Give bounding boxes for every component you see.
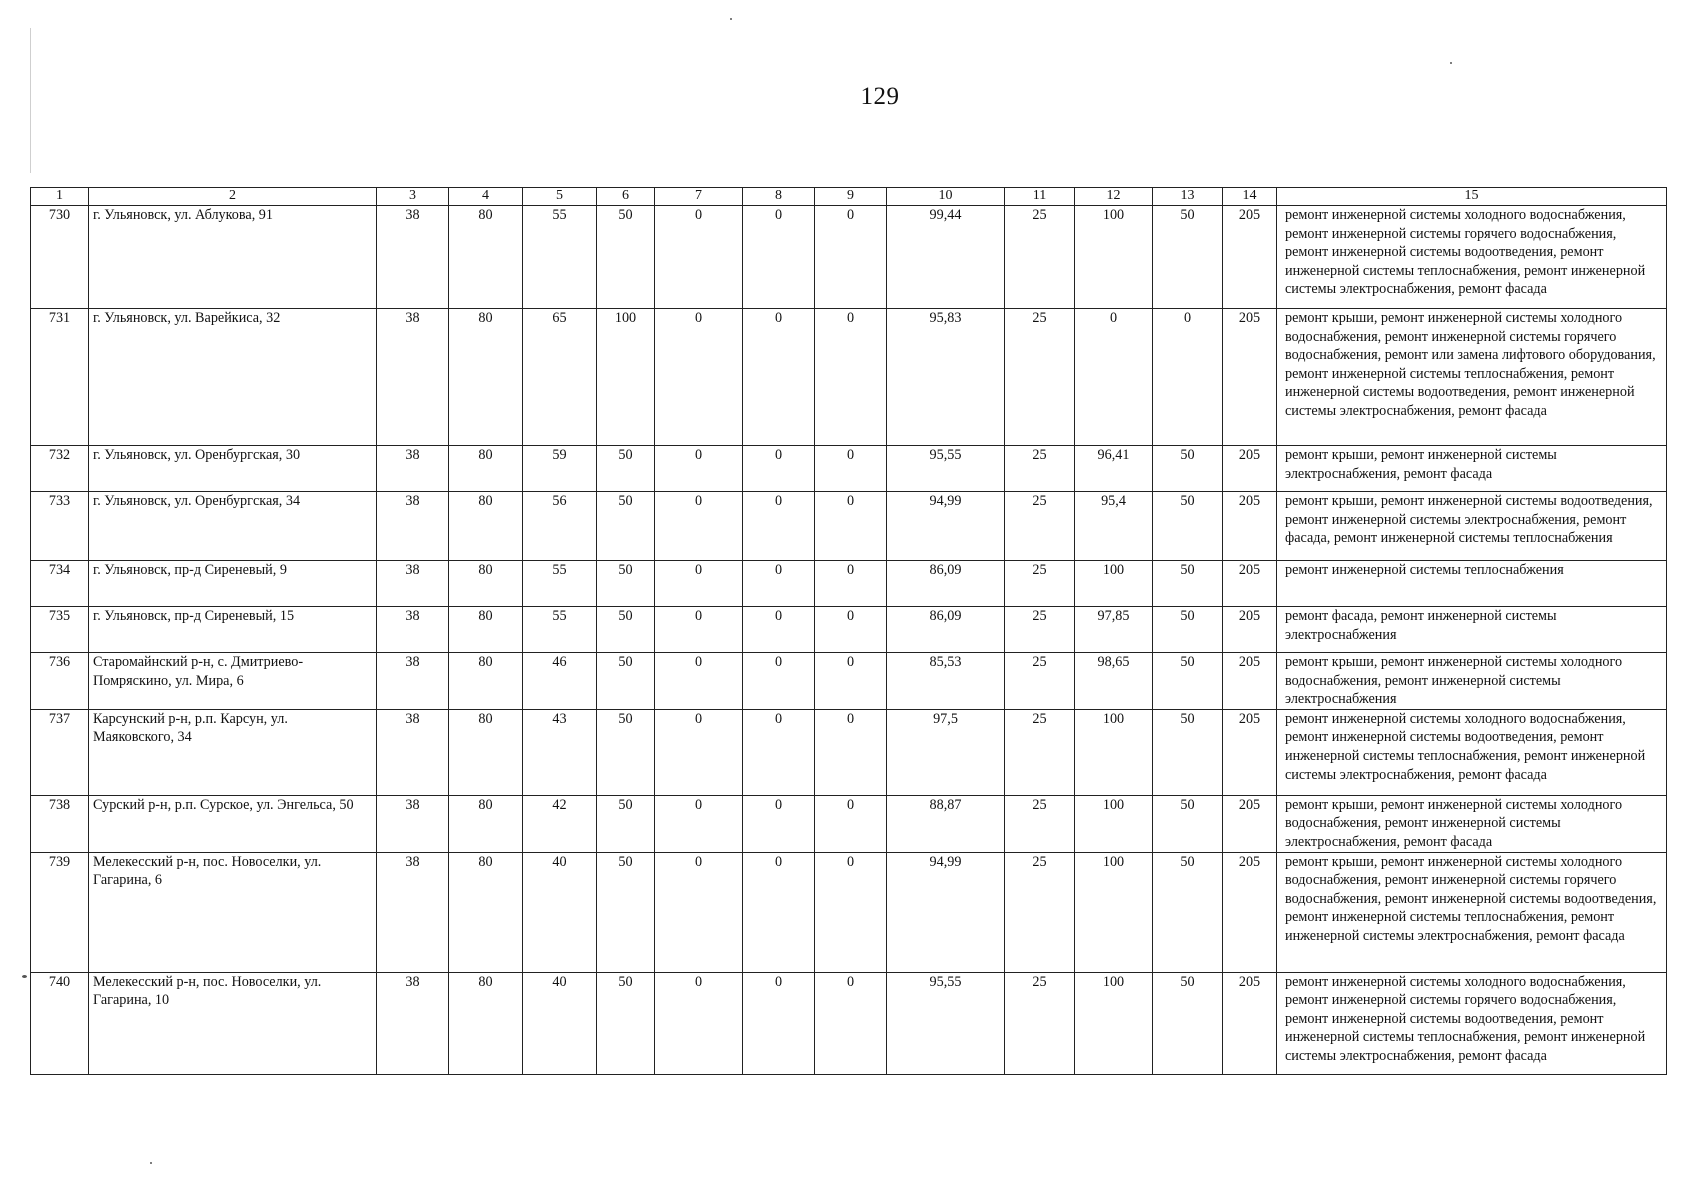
value-col-5: 55 — [523, 607, 597, 653]
value-col-3: 38 — [377, 309, 449, 446]
row-number: 736 — [31, 653, 89, 710]
value-col-7: 0 — [655, 561, 743, 607]
value-col-4: 80 — [449, 492, 523, 561]
column-header: 4 — [449, 188, 523, 206]
value-col-13: 50 — [1153, 446, 1223, 492]
value-col-10: 95,55 — [887, 972, 1005, 1074]
value-col-3: 38 — [377, 206, 449, 309]
value-col-8: 0 — [743, 607, 815, 653]
works-description: ремонт крыши, ремонт инженерной системы водоотведения, ремонт инженерной системы электроснабжения, ремонт фасада, ремонт инженерной системы теплоснабжения — [1277, 492, 1667, 561]
value-col-4: 80 — [449, 446, 523, 492]
page-number: 129 — [860, 83, 900, 110]
value-col-11: 25 — [1005, 795, 1075, 852]
value-col-10: 86,09 — [887, 561, 1005, 607]
column-header: 6 — [597, 188, 655, 206]
table-row — [31, 492, 1667, 561]
works-description: ремонт фасада, ремонт инженерной системы электроснабжения — [1277, 607, 1667, 653]
row-number: 735 — [31, 607, 89, 653]
value-col-11: 25 — [1005, 446, 1075, 492]
column-header: 3 — [377, 188, 449, 206]
value-col-8: 0 — [743, 446, 815, 492]
works-description: ремонт крыши, ремонт инженерной системы холодного водоснабжения, ремонт инженерной системы электроснабжения — [1277, 653, 1667, 710]
value-col-13: 50 — [1153, 709, 1223, 795]
value-col-5: 56 — [523, 492, 597, 561]
address: Сурский р-н, р.п. Сурское, ул. Энгельса, 50 — [89, 795, 377, 852]
value-col-5: 43 — [523, 709, 597, 795]
column-number-row — [31, 188, 1667, 206]
value-col-3: 38 — [377, 852, 449, 972]
value-col-6: 50 — [597, 492, 655, 561]
works-description: ремонт инженерной системы холодного водоснабжения, ремонт инженерной системы горячего водоснабжения, ремонт инженерной системы водоотведения, ремонт инженерной системы теплоснабжения, ремонт инженерной системы электроснабжения, ремонт фасада — [1277, 206, 1667, 309]
value-col-13: 50 — [1153, 972, 1223, 1074]
address: Старомайнский р-н, с. Дмитриево-Помряскино, ул. Мира, 6 — [89, 653, 377, 710]
value-col-4: 80 — [449, 972, 523, 1074]
value-col-14: 205 — [1223, 653, 1277, 710]
value-col-12: 100 — [1075, 795, 1153, 852]
value-col-13: 50 — [1153, 206, 1223, 309]
column-header: 1 — [31, 188, 89, 206]
value-col-3: 38 — [377, 607, 449, 653]
value-col-5: 65 — [523, 309, 597, 446]
register-body — [31, 206, 1667, 1075]
value-col-13: 50 — [1153, 852, 1223, 972]
value-col-8: 0 — [743, 653, 815, 710]
value-col-14: 205 — [1223, 607, 1277, 653]
works-description: ремонт крыши, ремонт инженерной системы холодного водоснабжения, ремонт инженерной системы горячего водоснабжения, ремонт инженерной системы водоотведения, ремонт инженерной системы теплоснабжения, ремонт инженерной системы электроснабжения, ремонт фасада — [1277, 852, 1667, 972]
value-col-3: 38 — [377, 446, 449, 492]
value-col-13: 50 — [1153, 492, 1223, 561]
value-col-12: 100 — [1075, 852, 1153, 972]
row-number: 732 — [31, 446, 89, 492]
value-col-3: 38 — [377, 972, 449, 1074]
value-col-9: 0 — [815, 492, 887, 561]
table-row — [31, 972, 1667, 1074]
value-col-9: 0 — [815, 709, 887, 795]
value-col-8: 0 — [743, 795, 815, 852]
value-col-5: 40 — [523, 852, 597, 972]
column-header: 5 — [523, 188, 597, 206]
row-number: 730 — [31, 206, 89, 309]
value-col-11: 25 — [1005, 561, 1075, 607]
value-col-13: 50 — [1153, 561, 1223, 607]
value-col-6: 50 — [597, 709, 655, 795]
value-col-9: 0 — [815, 852, 887, 972]
value-col-9: 0 — [815, 206, 887, 309]
works-description: ремонт крыши, ремонт инженерной системы холодного водоснабжения, ремонт инженерной системы горячего водоснабжения, ремонт или замена лифтового оборудования, ремонт инженерной системы теплоснабжения, ремонт инженерной системы водоотведения, ремонт инженерной системы электроснабжения, ремонт фасада — [1277, 309, 1667, 446]
value-col-12: 97,85 — [1075, 607, 1153, 653]
value-col-11: 25 — [1005, 852, 1075, 972]
value-col-7: 0 — [655, 309, 743, 446]
address: Мелекесский р-н, пос. Новоселки, ул. Гагарина, 10 — [89, 972, 377, 1074]
value-col-5: 42 — [523, 795, 597, 852]
value-col-5: 59 — [523, 446, 597, 492]
works-description: ремонт крыши, ремонт инженерной системы электроснабжения, ремонт фасада — [1277, 446, 1667, 492]
value-col-6: 50 — [597, 607, 655, 653]
value-col-12: 98,65 — [1075, 653, 1153, 710]
value-col-14: 205 — [1223, 492, 1277, 561]
value-col-3: 38 — [377, 709, 449, 795]
value-col-10: 94,99 — [887, 852, 1005, 972]
address: г. Ульяновск, ул. Оренбургская, 34 — [89, 492, 377, 561]
value-col-9: 0 — [815, 972, 887, 1074]
value-col-9: 0 — [815, 607, 887, 653]
address: г. Ульяновск, ул. Оренбургская, 30 — [89, 446, 377, 492]
value-col-4: 80 — [449, 795, 523, 852]
row-number: 739 — [31, 852, 89, 972]
value-col-7: 0 — [655, 972, 743, 1074]
value-col-12: 100 — [1075, 561, 1153, 607]
column-header: 14 — [1223, 188, 1277, 206]
works-description: ремонт инженерной системы холодного водоснабжения, ремонт инженерной системы горячего водоснабжения, ремонт инженерной системы водоотведения, ремонт инженерной системы теплоснабжения, ремонт инженерной системы электроснабжения, ремонт фасада — [1277, 972, 1667, 1074]
value-col-5: 40 — [523, 972, 597, 1074]
value-col-7: 0 — [655, 795, 743, 852]
value-col-4: 80 — [449, 852, 523, 972]
value-col-6: 50 — [597, 206, 655, 309]
column-header: 8 — [743, 188, 815, 206]
value-col-6: 50 — [597, 852, 655, 972]
value-col-6: 50 — [597, 972, 655, 1074]
value-col-11: 25 — [1005, 709, 1075, 795]
value-col-10: 95,55 — [887, 446, 1005, 492]
value-col-8: 0 — [743, 852, 815, 972]
column-header: 2 — [89, 188, 377, 206]
column-header: 10 — [887, 188, 1005, 206]
row-number: 733 — [31, 492, 89, 561]
column-header: 15 — [1277, 188, 1667, 206]
value-col-13: 50 — [1153, 607, 1223, 653]
value-col-13: 50 — [1153, 795, 1223, 852]
column-header: 7 — [655, 188, 743, 206]
table-row — [31, 607, 1667, 653]
scan-speck — [730, 18, 732, 20]
works-description: ремонт инженерной системы теплоснабжения — [1277, 561, 1667, 607]
value-col-11: 25 — [1005, 607, 1075, 653]
value-col-14: 205 — [1223, 709, 1277, 795]
value-col-14: 205 — [1223, 206, 1277, 309]
value-col-14: 205 — [1223, 561, 1277, 607]
repair-register-table — [30, 187, 1667, 1075]
value-col-6: 50 — [597, 561, 655, 607]
value-col-9: 0 — [815, 561, 887, 607]
scan-speck — [150, 1162, 152, 1164]
value-col-8: 0 — [743, 972, 815, 1074]
value-col-11: 25 — [1005, 653, 1075, 710]
value-col-7: 0 — [655, 607, 743, 653]
value-col-7: 0 — [655, 709, 743, 795]
value-col-13: 0 — [1153, 309, 1223, 446]
value-col-12: 100 — [1075, 206, 1153, 309]
value-col-8: 0 — [743, 709, 815, 795]
value-col-4: 80 — [449, 653, 523, 710]
column-header: 13 — [1153, 188, 1223, 206]
value-col-10: 94,99 — [887, 492, 1005, 561]
value-col-9: 0 — [815, 309, 887, 446]
value-col-11: 25 — [1005, 206, 1075, 309]
row-number: 734 — [31, 561, 89, 607]
value-col-4: 80 — [449, 309, 523, 446]
value-col-5: 55 — [523, 561, 597, 607]
value-col-12: 96,41 — [1075, 446, 1153, 492]
value-col-7: 0 — [655, 492, 743, 561]
value-col-10: 97,5 — [887, 709, 1005, 795]
table-row — [31, 561, 1667, 607]
value-col-14: 205 — [1223, 795, 1277, 852]
value-col-11: 25 — [1005, 492, 1075, 561]
value-col-11: 25 — [1005, 309, 1075, 446]
address: г. Ульяновск, ул. Варейкиса, 32 — [89, 309, 377, 446]
value-col-14: 205 — [1223, 852, 1277, 972]
value-col-5: 46 — [523, 653, 597, 710]
value-col-3: 38 — [377, 795, 449, 852]
value-col-4: 80 — [449, 561, 523, 607]
value-col-5: 55 — [523, 206, 597, 309]
value-col-3: 38 — [377, 653, 449, 710]
value-col-12: 100 — [1075, 709, 1153, 795]
value-col-13: 50 — [1153, 653, 1223, 710]
row-number: 740 — [31, 972, 89, 1074]
value-col-7: 0 — [655, 206, 743, 309]
address: Карсунский р-н, р.п. Карсун, ул. Маяковского, 34 — [89, 709, 377, 795]
value-col-8: 0 — [743, 309, 815, 446]
value-col-8: 0 — [743, 492, 815, 561]
address: Мелекесский р-н, пос. Новоселки, ул. Гагарина, 6 — [89, 852, 377, 972]
table-row — [31, 309, 1667, 446]
value-col-3: 38 — [377, 561, 449, 607]
value-col-14: 205 — [1223, 972, 1277, 1074]
row-number: 731 — [31, 309, 89, 446]
value-col-8: 0 — [743, 561, 815, 607]
row-number: 737 — [31, 709, 89, 795]
value-col-12: 0 — [1075, 309, 1153, 446]
value-col-6: 100 — [597, 309, 655, 446]
value-col-7: 0 — [655, 653, 743, 710]
value-col-9: 0 — [815, 653, 887, 710]
value-col-14: 205 — [1223, 309, 1277, 446]
address: г. Ульяновск, пр-д Сиреневый, 9 — [89, 561, 377, 607]
value-col-10: 85,53 — [887, 653, 1005, 710]
value-col-4: 80 — [449, 709, 523, 795]
column-header: 12 — [1075, 188, 1153, 206]
table-row — [31, 709, 1667, 795]
value-col-12: 95,4 — [1075, 492, 1153, 561]
value-col-6: 50 — [597, 446, 655, 492]
value-col-10: 99,44 — [887, 206, 1005, 309]
value-col-10: 95,83 — [887, 309, 1005, 446]
column-header: 11 — [1005, 188, 1075, 206]
value-col-6: 50 — [597, 653, 655, 710]
value-col-7: 0 — [655, 852, 743, 972]
value-col-12: 100 — [1075, 972, 1153, 1074]
scan-speck — [22, 975, 27, 978]
value-col-7: 0 — [655, 446, 743, 492]
value-col-10: 88,87 — [887, 795, 1005, 852]
scan-speck — [1450, 62, 1452, 64]
value-col-4: 80 — [449, 607, 523, 653]
value-col-6: 50 — [597, 795, 655, 852]
value-col-8: 0 — [743, 206, 815, 309]
value-col-4: 80 — [449, 206, 523, 309]
table-row — [31, 446, 1667, 492]
value-col-3: 38 — [377, 492, 449, 561]
value-col-10: 86,09 — [887, 607, 1005, 653]
value-col-14: 205 — [1223, 446, 1277, 492]
address: г. Ульяновск, пр-д Сиреневый, 15 — [89, 607, 377, 653]
table-row — [31, 852, 1667, 972]
column-header: 9 — [815, 188, 887, 206]
works-description: ремонт инженерной системы холодного водоснабжения, ремонт инженерной системы водоотведения, ремонт инженерной системы теплоснабжения, ремонт инженерной системы электроснабжения, ремонт фасада — [1277, 709, 1667, 795]
value-col-9: 0 — [815, 795, 887, 852]
address: г. Ульяновск, ул. Аблукова, 91 — [89, 206, 377, 309]
table-row — [31, 795, 1667, 852]
table-row — [31, 206, 1667, 309]
row-number: 738 — [31, 795, 89, 852]
value-col-9: 0 — [815, 446, 887, 492]
works-description: ремонт крыши, ремонт инженерной системы холодного водоснабжения, ремонт инженерной системы электроснабжения, ремонт фасада — [1277, 795, 1667, 852]
table-row — [31, 653, 1667, 710]
value-col-11: 25 — [1005, 972, 1075, 1074]
